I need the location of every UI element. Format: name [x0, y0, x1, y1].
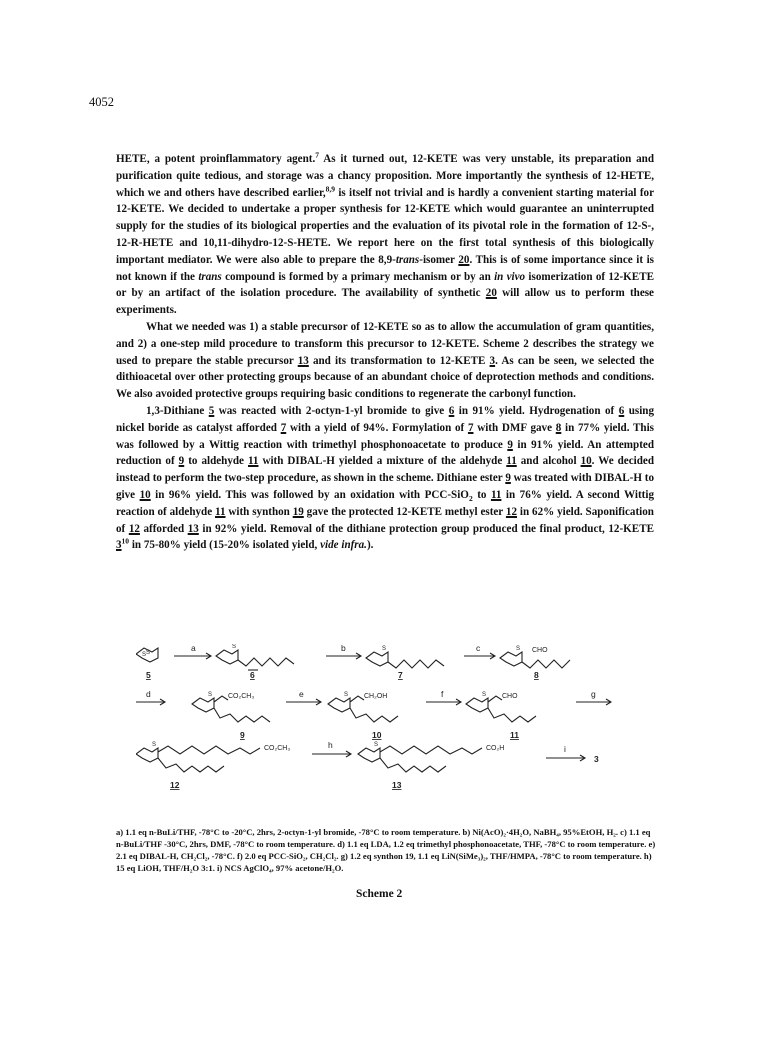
compound-ref: 12 [505, 505, 518, 518]
compound-7 [366, 646, 444, 680]
text-run: will allow us to perform these experiments. [116, 287, 654, 317]
arrow-i [546, 744, 599, 764]
compound-ref: 9 [178, 455, 185, 468]
group-label: CO₂H [486, 745, 505, 752]
compound-8 [500, 646, 570, 680]
text-run: . We decided instead to perform the two-step procedure, as shown in the scheme. Dithiane ester [116, 455, 654, 485]
italic-term: in vivo [494, 270, 526, 283]
compound-ref: 3 [116, 539, 122, 552]
text-run: . As can be seen, we selected the dithioacetal over other protecting groups because of an abundant choice of deprotection methods and conditions. We also avoided protective groups requiring basic conditions to regenerate the carbonyl function. [116, 354, 655, 401]
text-run: HETE, a potent proinflammatory agent. [116, 153, 316, 165]
atom-label: S [374, 742, 379, 748]
atom-label: S [482, 692, 487, 698]
text-run: to [472, 488, 491, 501]
scheme-caption: Scheme 2 [356, 888, 403, 900]
compound-ref: 9 [507, 438, 513, 451]
atom-label: S [208, 692, 213, 698]
compound-ref: 3 [489, 354, 496, 367]
page-number: 4052 [89, 95, 114, 109]
compound-12 [136, 742, 290, 790]
reagent-label: c [476, 644, 481, 653]
compound-number: 11 [510, 730, 519, 740]
text-run: with DMF gave [473, 421, 556, 434]
atom-label: S [142, 652, 147, 658]
compound-ref: 11 [490, 488, 502, 501]
atom-label: S [152, 742, 157, 748]
arrow-e [286, 689, 321, 705]
compound-ref: 6 [618, 404, 625, 417]
text-run: was treated with DIBAL-H to give [116, 472, 654, 501]
reagent-label: d [146, 689, 151, 699]
compound-number: 5 [146, 670, 151, 680]
group-label: CO₂CH₃ [228, 693, 255, 700]
text-run: As it turned out, 12-KETE was very unstable, its preparation and purification quite tedious, and storage was a chancy proposition. More importantly the synthesis of 12-HETE, which we and others have described earlier, [116, 153, 654, 199]
text-run: with synthon [225, 505, 293, 518]
text-run: and alcohol [516, 455, 581, 468]
compound-ref: 11 [215, 505, 226, 518]
text-run: in 75-80% yield (15-20% isolated yield, [129, 539, 321, 552]
reagent-label: h [328, 740, 333, 750]
compound-number: 12 [170, 780, 180, 790]
reaction-scheme [136, 644, 636, 799]
compound-5 [136, 648, 158, 680]
text-run: in 91% yield. Hydrogenation of [454, 404, 619, 417]
text-run: in 77% yield. This was followed by a Wittig reaction with trimethyl phosphonoacetate to produce [116, 421, 654, 451]
group-label: CHO [502, 693, 518, 700]
reagent-label: b [341, 644, 346, 653]
compound-ref: 11 [247, 455, 259, 468]
paragraph-1 [116, 151, 654, 319]
text-run: to aldehyde [184, 455, 248, 468]
reagent-label: e [299, 689, 304, 699]
compound-ref: 5 [208, 404, 215, 417]
atom-label: S [146, 650, 151, 656]
compound-number: 6 [250, 670, 255, 680]
paragraph-2 [116, 319, 654, 403]
italic-term: vide infra. [320, 539, 367, 552]
arrow-d [136, 689, 165, 705]
compound-ref: 10 [139, 488, 151, 501]
text-run: in 96% yield. This was followed by an oxidation with PCC-SiO [150, 488, 469, 501]
text-run: using nickel boride as catalyst afforded [116, 404, 654, 434]
compound-ref: 13 [297, 354, 309, 367]
arrow-b [326, 644, 361, 659]
compound-ref: 9 [505, 472, 511, 485]
article-body [116, 151, 654, 554]
text-run: in 76% yield. A second Wittig reaction of aldehyde [116, 488, 655, 518]
text-run: in 91% yield. An attempted reduction of [116, 438, 655, 468]
text-run: gave the protected 12-KETE methyl ester [303, 505, 506, 518]
text-run: was reacted with 2-octyn-1-yl bromide to give [214, 404, 449, 417]
compound-number: 10 [372, 730, 382, 740]
compound-number: 8 [534, 670, 539, 680]
group-label: CHO [532, 647, 548, 654]
text-run: isomerization of 12-KETE or by an artifact of the isolation procedure. The availability of synthetic [116, 270, 654, 300]
reagent-label: g [591, 689, 596, 699]
compound-ref: 20 [458, 253, 470, 266]
arrow-g [576, 689, 611, 705]
compound-ref: 7 [467, 421, 474, 434]
text-run: with a yield of 94%. Formylation of [286, 421, 468, 434]
italic-term: trans [395, 253, 420, 266]
atom-label: S [516, 646, 521, 652]
compound-number: 13 [392, 780, 402, 790]
scheme-drawing [136, 644, 636, 794]
text-run: and its transformation to 12-KETE [308, 354, 490, 367]
compound-ref: 12 [128, 522, 140, 535]
compound-ref: 13 [187, 522, 199, 535]
compound-ref: 10 [580, 455, 592, 468]
compound-9 [192, 692, 270, 740]
compound-ref: 6 [448, 404, 455, 417]
atom-label: S [344, 692, 349, 698]
compound-ref: 7 [280, 421, 287, 434]
atom-label: S [382, 646, 387, 652]
paragraph-3 [116, 403, 654, 554]
text-run: in 92% yield. Removal of the dithiane protection group produced the final product, 12-KETE [198, 522, 655, 535]
group-label: CO₂CH₃ [264, 745, 291, 752]
text-run: . This is of some importance since it is not known if the [116, 253, 654, 283]
compound-ref: 20 [485, 287, 497, 300]
compound-number: 3 [594, 754, 599, 764]
scheme-footnote: a) 1.1 eq n-BuLi/THF, -78°C to -20°C, 2hrs, 2-octyn-1-yl bromide, -78°C to room temperature. b) Ni(AcO)₂·4H₂O, NaBH₄, 95%EtOH, H₂. c) 1.1 eq n-BuLi/THF -30°C, 2hrs, DMF, -78°C to room temperature. d) 1.1 eq LDA, 1.2 eq trimethyl phosphonoacetate, THF, -78°C to room temperature. e) 2.1 eq DIBAL-H, CH₂Cl₂, -78°C. f) 2.0 eq PCC-SiO₂, CH₂Cl₂. g) 1.2 eq synthon 19, 1.1 eq LiN(SiMe₃)₂, THF/HMPA, -78°C to room temperature. h) 15 eq LiOH, THF/H₂O 3:1. i) NCS AgClO₄, 97% acetone/H₂O. [116, 827, 656, 873]
reagent-label: i [564, 744, 566, 754]
citation: 8,9 [325, 183, 335, 193]
reagent-label: f [441, 689, 444, 699]
atom-label: S [232, 644, 237, 650]
compound-6 [216, 644, 294, 680]
citation: 10 [121, 536, 130, 546]
text-run: What we needed was 1) a stable precursor of 12-KETE so as to allow the accumulation of gram quantities, and 2) a one-step mild procedure to transform this precursor to 12-KETE. Scheme 2 describes the strategy we used to prepare the stable precursor [116, 320, 654, 367]
arrow-a [174, 644, 211, 659]
compound-number: 7 [398, 670, 403, 680]
compound-ref: 8 [555, 421, 562, 434]
compound-10 [328, 692, 398, 740]
compound-13 [358, 742, 504, 790]
compound-ref: 11 [506, 455, 517, 468]
subscript: 2 [468, 494, 473, 504]
arrow-f [426, 689, 461, 705]
compound-number: 9 [240, 730, 245, 740]
reagent-label: a [191, 644, 196, 653]
group-label: CH₂OH [364, 693, 388, 700]
text-run: ). [366, 539, 374, 552]
compound-ref: 19 [292, 505, 304, 518]
text-run: with DIBAL-H yielded a mixture of the aldehyde [258, 455, 507, 468]
text-run: compound is formed by a primary mechanism or by an [221, 270, 495, 283]
citation: 7 [315, 150, 319, 160]
arrow-h [312, 740, 351, 757]
text-run: in 62% yield. Saponification of [116, 505, 654, 535]
arrow-c [464, 644, 495, 659]
text-run: 1,3-Dithiane [146, 404, 209, 417]
italic-term: trans [198, 270, 222, 283]
text-run: is itself not trivial and is hardly a convenient starting material for 12-KETE. We decided to undertake a proper synthesis for 12-KETE which would guarantee an uninterrupted supply for the studies of its biological properties and the evaluation of its pivotal role in the formation of 12-S-, 12-R-HETE and 10,11-dihydro-12-S-HETE. We report here on the first total synthesis of this biologically important mediator. We were also able to prepare the 8,9- [116, 186, 654, 266]
text-run: afforded [139, 522, 188, 535]
text-run: -isomer [419, 253, 459, 266]
compound-11 [466, 692, 536, 740]
